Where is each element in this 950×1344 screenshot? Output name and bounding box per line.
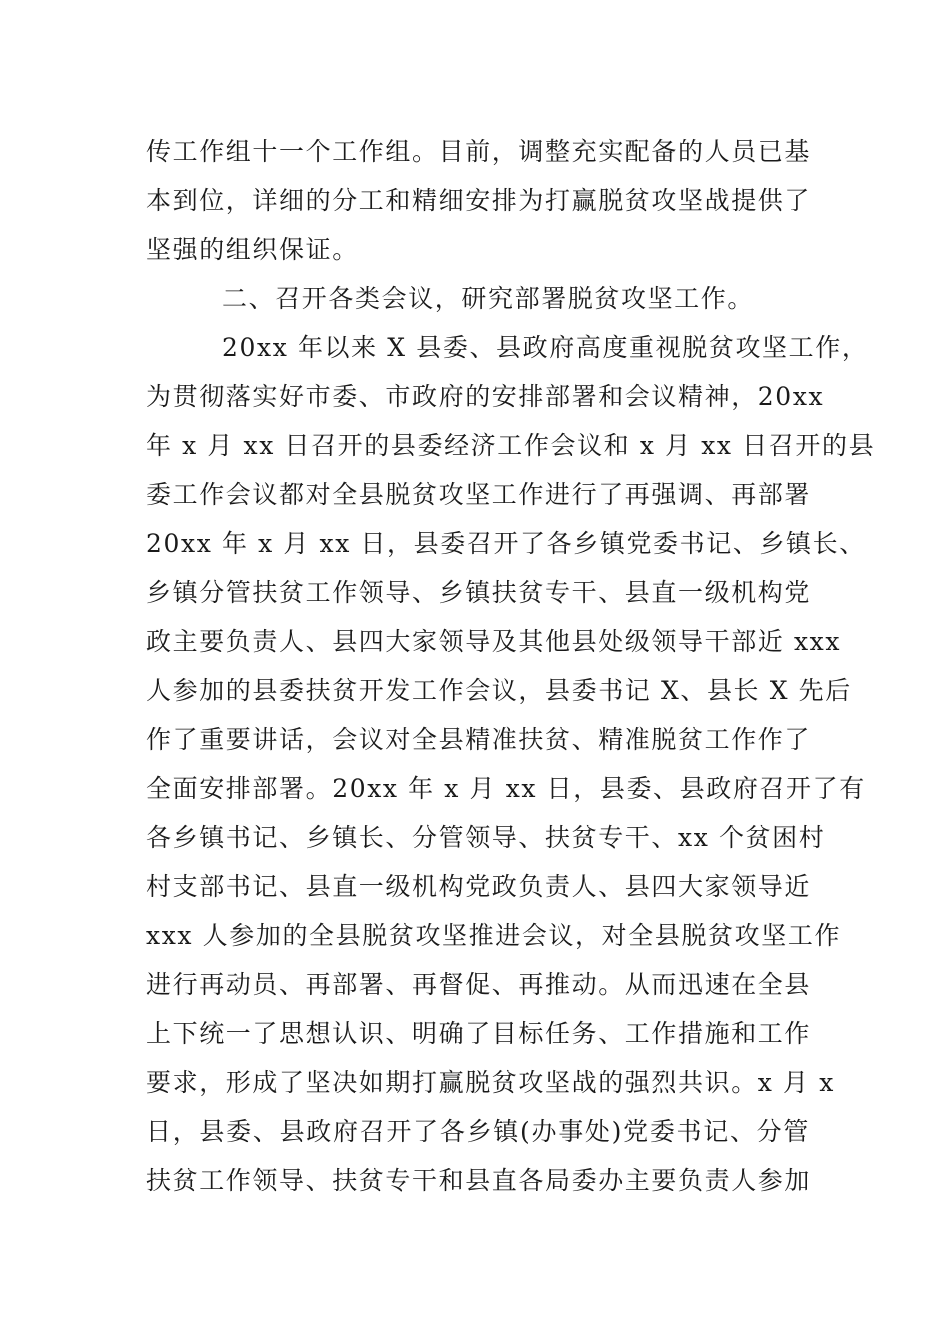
text-line: 人参加的县委扶贫开发工作会议，县委书记 X、县长 X 先后 xyxy=(146,676,852,705)
text-line: 20xx 年以来 X 县委、县政府高度重视脱贫攻坚工作， xyxy=(222,333,869,362)
text-line: 坚强的组织保证。 xyxy=(146,235,359,264)
text-line: 政主要负责人、县四大家领导及其他县处级领导干部近 xxx xyxy=(146,627,842,656)
text-line: 20xx 年 x 月 xx 日，县委召开了各乡镇党委书记、乡镇长、 xyxy=(146,529,866,558)
text-line: 本到位，详细的分工和精细安排为打赢脱贫攻坚战提供了 xyxy=(146,186,812,215)
text-line: 要求，形成了坚决如期打赢脱贫攻坚战的强烈共识。x 月 x xyxy=(146,1068,835,1097)
text-line: xxx 人参加的全县脱贫攻坚推进会议，对全县脱贫攻坚工作 xyxy=(146,921,842,950)
text-line: 全面安排部署。20xx 年 x 月 xx 日，县委、县政府召开了有 xyxy=(146,774,866,803)
text-line: 进行再动员、再部署、再督促、再推动。从而迅速在全县 xyxy=(146,970,812,999)
text-line: 年 x 月 xx 日召开的县委经济工作会议和 x 月 xx 日召开的县 xyxy=(146,431,876,460)
section-heading: 二、召开各类会议，研究部署脱贫攻坚工作。 xyxy=(222,284,755,313)
text-line: 传工作组十一个工作组。目前，调整充实配备的人员已基 xyxy=(146,137,812,166)
text-line: 扶贫工作领导、扶贫专干和县直各局委办主要负责人参加 xyxy=(146,1166,812,1195)
text-line: 各乡镇书记、乡镇长、分管领导、扶贫专干、xx 个贫困村 xyxy=(146,823,826,852)
text-line: 上下统一了思想认识、明确了目标任务、工作措施和工作 xyxy=(146,1019,812,1048)
text-line: 日，县委、县政府召开了各乡镇(办事处)党委书记、分管 xyxy=(146,1117,810,1146)
text-line: 委工作会议都对全县脱贫攻坚工作进行了再强调、再部署 xyxy=(146,480,812,509)
text-line: 乡镇分管扶贫工作领导、乡镇扶贫专干、县直一级机构党 xyxy=(146,578,812,607)
text-line: 作了重要讲话，会议对全县精准扶贫、精准脱贫工作作了 xyxy=(146,725,812,754)
text-line: 村支部书记、县直一级机构党政负责人、县四大家领导近 xyxy=(146,872,812,901)
text-line: 为贯彻落实好市委、市政府的安排部署和会议精神，20xx xyxy=(146,382,825,411)
